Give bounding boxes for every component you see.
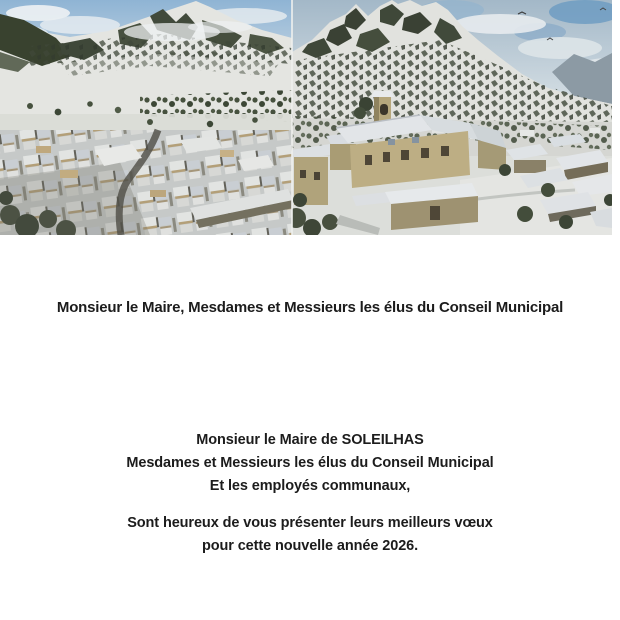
photo-left-panel xyxy=(0,0,293,235)
sender-block xyxy=(0,429,620,498)
sender-line-employees: Et les employés communaux, xyxy=(209,478,411,494)
wishes-line-2: pour cette nouvelle année 2026. xyxy=(201,538,419,554)
sender-line-mayor: Monsieur le Maire de SOLEILHAS xyxy=(196,432,424,448)
wishes-line-1: Sont heureux de vous présenter leurs meilleurs vœux xyxy=(127,515,493,531)
photo-right-panel xyxy=(286,0,612,235)
salutation-line: Monsieur le Maire, Mesdames et Messieurs les élus du Conseil Municipal xyxy=(56,299,564,316)
village-winter-photo xyxy=(0,0,612,235)
wishes-block xyxy=(0,512,620,558)
photo-seam xyxy=(291,0,293,235)
sender-line-council: Mesdames et Messieurs les élus du Conseil Municipal xyxy=(126,455,494,471)
